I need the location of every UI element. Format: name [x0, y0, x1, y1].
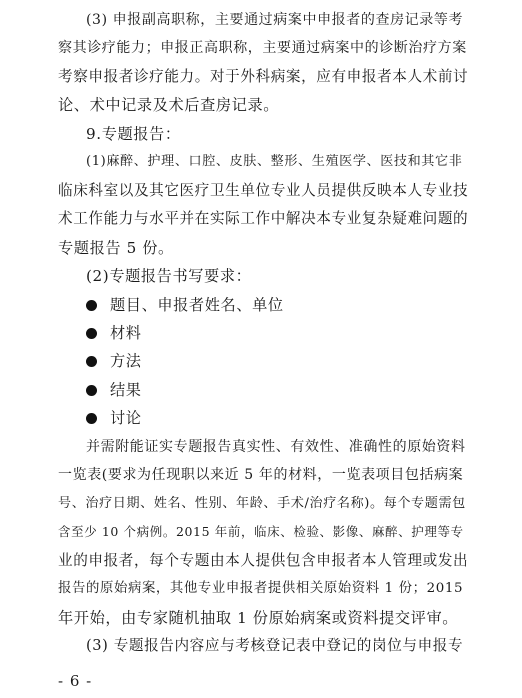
bullet-icon	[86, 328, 97, 339]
bullet-item	[86, 323, 142, 343]
section-heading: 9.专题报告：	[86, 125, 181, 143]
bullet-icon	[86, 385, 97, 396]
bullet-text: 讨论	[110, 409, 142, 427]
bullet-item	[86, 380, 142, 400]
paragraph-line: 一览表(要求为任现职以来近 5 年的材料，一览表项目包括病案	[58, 467, 464, 483]
bullet-text: 结果	[110, 381, 142, 399]
paragraph-line: (3) 申报副高职称，主要通过病案中申报者的查房记录等考	[86, 12, 464, 28]
paragraph-line: 报告的原始病案，其他专业申报者提供相关原始资料 1 份；2015	[58, 581, 464, 596]
paragraph-line: (1)麻醉、护理、口腔、皮肤、整形、生殖医学、医技和其它非	[86, 154, 463, 169]
bullet-item	[86, 408, 142, 428]
bullet-item	[86, 351, 142, 371]
paragraph-line: 号、治疗日期、姓名、性别、年龄、手术/治疗名称)。每个专题需包	[58, 496, 466, 511]
bullet-item	[86, 295, 284, 315]
paragraph-line: (3) 专题报告内容应与考核登记表中登记的岗位与申报专	[86, 637, 464, 654]
bullet-icon	[86, 300, 97, 311]
page-number: - 6 -	[58, 672, 93, 690]
subsection-heading: (2)专题报告书写要求：	[86, 267, 252, 285]
paragraph-line: 并需附能证实专题报告真实性、有效性、准确性的原始资料	[86, 439, 466, 455]
paragraph-line: 察其诊疗能力；申报正高职称，主要通过病案中的诊断治疗方案	[58, 40, 467, 56]
paragraph-line: 年开始，由专家随机抽取 1 份原始病案或资料提交评审。	[58, 609, 459, 627]
paragraph-line: 含至少 10 个病例。2015 年前，临床、检验、影像、麻醉、护理等专	[58, 524, 464, 539]
paragraph-line: 专题报告 5 份。	[58, 239, 174, 257]
bullet-text: 材料	[110, 324, 142, 342]
bullet-icon	[86, 413, 97, 424]
paragraph-line: 考察申报者诊疗能力。对于外科病案，应有申报者本人术前讨	[58, 68, 469, 85]
paragraph-line: 临床科室以及其它医疗卫生单位专业人员提供反映本人专业技	[58, 182, 469, 199]
bullet-text: 题目、申报者姓名、单位	[110, 296, 284, 314]
paragraph-line: 业的申报者，每个专题由本人提供包含申报者本人管理或发出	[58, 552, 469, 569]
paragraph-line: 论、术中记录及术后查房记录。	[58, 96, 280, 114]
bullet-icon	[86, 356, 97, 367]
bullet-text: 方法	[110, 352, 142, 370]
paragraph-line: 术工作能力与水平并在实际工作中解决本专业复杂疑难问题的	[58, 210, 469, 227]
